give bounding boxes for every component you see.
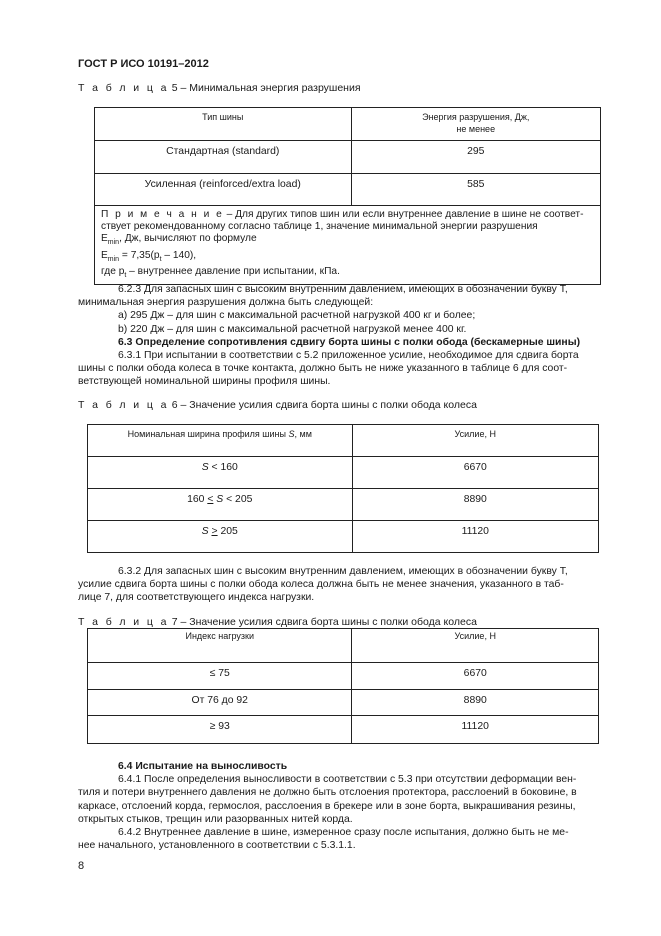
p623-item-b: b) 220 Дж – для шин с максимальной расчетной нагрузкой менее 400 кг. [118, 323, 467, 335]
table7-cell-force: 8890 [352, 690, 599, 716]
table5-cell-value: 295 [351, 141, 600, 174]
table5-header-energy-l2: не менее [456, 124, 496, 134]
table5-note-word: П р и м е ч а н и е [101, 209, 224, 220]
paragraph-6-3-2 [78, 565, 603, 605]
table6-cell-force: 8890 [352, 489, 599, 521]
p632-line3: лице 7, для соответствующего индекса нагрузки. [78, 592, 315, 604]
table6-caption-word: Т а б л и ц а [78, 399, 169, 411]
document-header: ГОСТ Р ИСО 10191–2012 [78, 58, 209, 70]
section-6-4 [78, 760, 603, 852]
table7-cell-index: ≤ 75 [88, 663, 352, 690]
p642-line2: нее начального, установленного в соответствии с 5.3.1.1. [78, 840, 356, 852]
table6-caption-text: 6 – Значение усилия сдвига борта шины с полки обода колеса [168, 399, 477, 411]
p632-line2: усилие сдвига борта шины с полки обода колеса должна быть не менее значения, указанного в таб- [78, 579, 564, 591]
p641-line4: открытых стыков, трещин или разорванных нитей корда. [78, 813, 353, 825]
table-row [95, 174, 601, 206]
table-row [88, 663, 599, 690]
table6-header-width: Номинальная ширина профиля шины S, мм [88, 425, 353, 457]
table7 [87, 628, 599, 744]
table6-header-force: Усилие, Н [352, 425, 599, 457]
table5-caption-text: 5 – Минимальная энергия разрушения [168, 82, 361, 94]
p623-line2: минимальная энергия разрушения должна быть следующей: [78, 297, 374, 309]
table5 [94, 107, 601, 285]
p641-line1: 6.4.1 После определения выносливости в соответствии с 5.3 при отсутствии деформации вен- [118, 774, 577, 786]
table7-header-force: Усилие, Н [352, 629, 599, 663]
page-number: 8 [78, 860, 85, 872]
p631-line1: 6.3.1 При испытании в соответствии с 5.2 приложенное усилие, необходимое для сдвига борта [118, 350, 579, 362]
table5-header-energy-l1: Энергия разрушения, Дж, [422, 112, 530, 122]
p631-line3: ветствующей номинальной ширины профиля шины. [78, 376, 331, 388]
p631-line2: шины с полки обода колеса в точке контакта, должно быть не ниже указанного в таблице 6 для соот- [78, 363, 568, 375]
table5-cell-type: Усиленная (reinforced/extra load) [95, 174, 352, 206]
table5-note-formula: $E_{min} = 7,35(p_t - 140)$, [101, 249, 197, 263]
table-row [88, 489, 599, 521]
p623-item-a: а) 295 Дж – для шин с максимальной расчетной нагрузкой 400 кг и более; [118, 310, 476, 322]
table5-caption-word: Т а б л и ц а [78, 82, 169, 94]
table-row [88, 457, 599, 489]
table7-cell-index: ≥ 93 [88, 716, 352, 744]
table5-header-energy [351, 108, 600, 141]
table6-cell-width: S > 205 [88, 521, 353, 553]
p641-line2: тиля и потери внутреннего давления не должно быть отслоения протектора, расслоений в боковине, в [78, 787, 577, 799]
table5-note-l2: ствует рекомендованному согласно таблице 1, значение минимальной энергии разрушения [101, 221, 538, 233]
table5-note [95, 206, 601, 285]
table-row [88, 690, 599, 716]
table6-cell-force: 11120 [352, 521, 599, 553]
table-row [88, 716, 599, 744]
table5-cell-value: 585 [351, 174, 600, 206]
table6 [87, 424, 599, 553]
p641-line3: каркасе, отслоений корда, гермослоя, расслоения в брекере или в зоне борта, выкрашивания резины, [78, 800, 576, 812]
table7-cell-force: 6670 [352, 663, 599, 690]
table6-cell-width: 160 < S < 205 [88, 489, 353, 521]
table5-header-type: Тип шины [95, 108, 352, 141]
table6-cell-force: 6670 [352, 457, 599, 489]
p632-line1: 6.3.2 Для запасных шин с высоким внутренним давлением, имеющих в обозначении букву Т, [118, 566, 568, 577]
table7-header-index: Индекс нагрузки [88, 629, 352, 663]
table7-caption-text: 7 – Значение усилия сдвига борта шины с полки обода колеса [168, 616, 477, 628]
table-row [88, 521, 599, 553]
table5-note-l1: – Для других типов шин или если внутреннее давление в шине не соответ- [223, 209, 584, 220]
table7-caption [78, 616, 477, 628]
p623-line1: 6.2.3 Для запасных шин с высоким внутренним давлением, имеющих в обозначении букву Т, [118, 284, 568, 295]
table5-note-l5: где $p_t$ – внутреннее давление при испытании, кПа. [101, 265, 340, 279]
table7-cell-index: От 76 до 92 [88, 690, 352, 716]
table7-caption-word: Т а б л и ц а [78, 616, 169, 628]
table7-cell-force: 11120 [352, 716, 599, 744]
p642-line1: 6.4.2 Внутреннее давление в шине, измеренное сразу после испытания, должно быть не ме- [118, 827, 569, 839]
table5-note-l3: $E_{min}$, Дж, вычисляют по формуле [101, 233, 257, 247]
table5-cell-type: Стандартная (standard) [95, 141, 352, 174]
section-6-3-title: 6.3 Определение сопротивления сдвигу борта шины с полки обода (бескамерные шины) [118, 336, 581, 348]
table6-cell-width: S < 160 [88, 457, 353, 489]
table5-caption [78, 82, 361, 94]
section-6-4-title: 6.4 Испытание на выносливость [118, 761, 288, 772]
paragraph-6-2-3 [78, 283, 603, 389]
table-row [95, 141, 601, 174]
table6-caption [78, 399, 477, 411]
